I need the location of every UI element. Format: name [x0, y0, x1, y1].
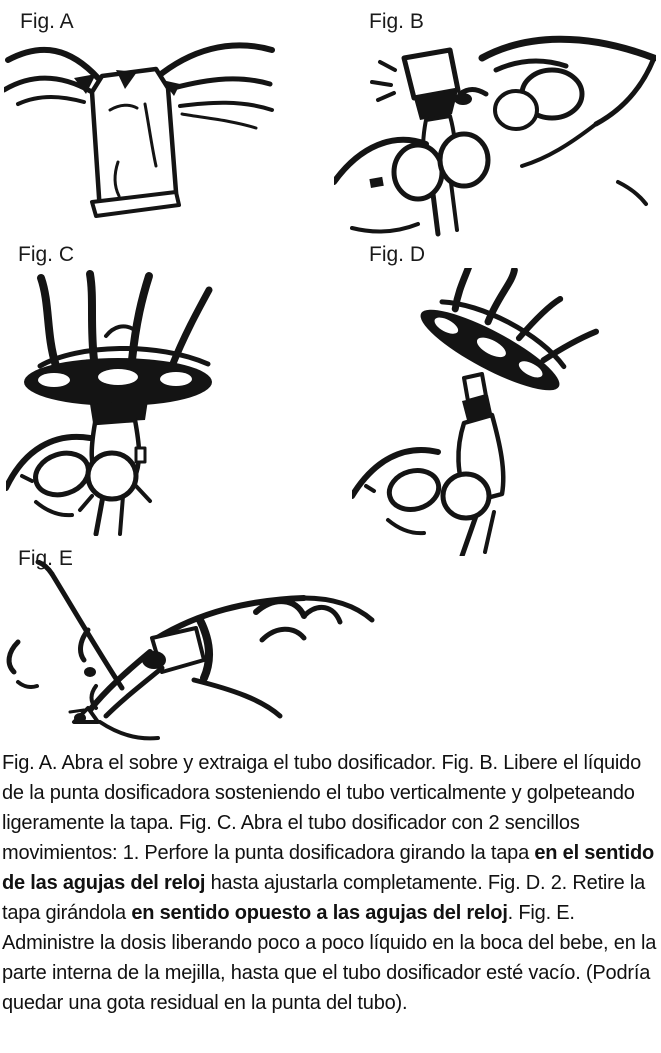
fig-c-label: Fig. C [18, 243, 75, 266]
sachet [92, 69, 179, 216]
fig-d-label: Fig. D [369, 243, 426, 266]
left-hand [334, 134, 488, 231]
fig-b-label: Fig. B [369, 10, 424, 33]
fig-a-illustration [4, 34, 276, 232]
fig-e-illustration [4, 560, 384, 746]
right-hand [454, 39, 654, 204]
left-hand [4, 50, 98, 104]
fig-e-label: Fig. E [18, 547, 73, 570]
caption-seg-2-bold: en el sentido de las agujas del reloj [2, 842, 655, 894]
tap-motion-lines [372, 62, 395, 100]
caption-seg-3: hasta ajustarla completamente. Fig. D. 2. Retire la tapa girándola [2, 872, 646, 924]
dosing-tube [458, 374, 503, 556]
right-hand [156, 45, 272, 128]
caption-seg-5: . Fig. E. Administre la dosis liberando poco a poco líquido en la boca del bebe, en la parte interna de la mejilla, hasta que el tubo dosificador esté vacío. (Podría quedar una gota residual en la punta del tubo). [2, 902, 657, 1014]
fig-a-label: Fig. A [20, 10, 74, 33]
upper-hand [40, 274, 209, 366]
fig-c-illustration [6, 266, 234, 536]
fig-b-illustration [334, 32, 656, 238]
fig-d-illustration [352, 268, 610, 556]
caption-seg-1: Fig. A. Abra el sobre y extraiga el tubo dosificador. Fig. B. Libere el líquido de la punta dosificadora sosteniendo el tubo verticalmente y golpeteando ligeramente la tapa. Fig. C. Abra el tubo dosificador con 2 sencillos movimientos: 1. Perfore la punta dosificadora girando la tapa [2, 752, 642, 864]
administering-hand [38, 562, 372, 716]
caption-seg-4-bold: en sentido opuesto a las agujas del reloj [131, 902, 508, 924]
cap-disc [24, 358, 212, 423]
caption [2, 748, 660, 1018]
baby-mouth [9, 630, 96, 712]
upper-hand-with-cap [412, 268, 603, 407]
